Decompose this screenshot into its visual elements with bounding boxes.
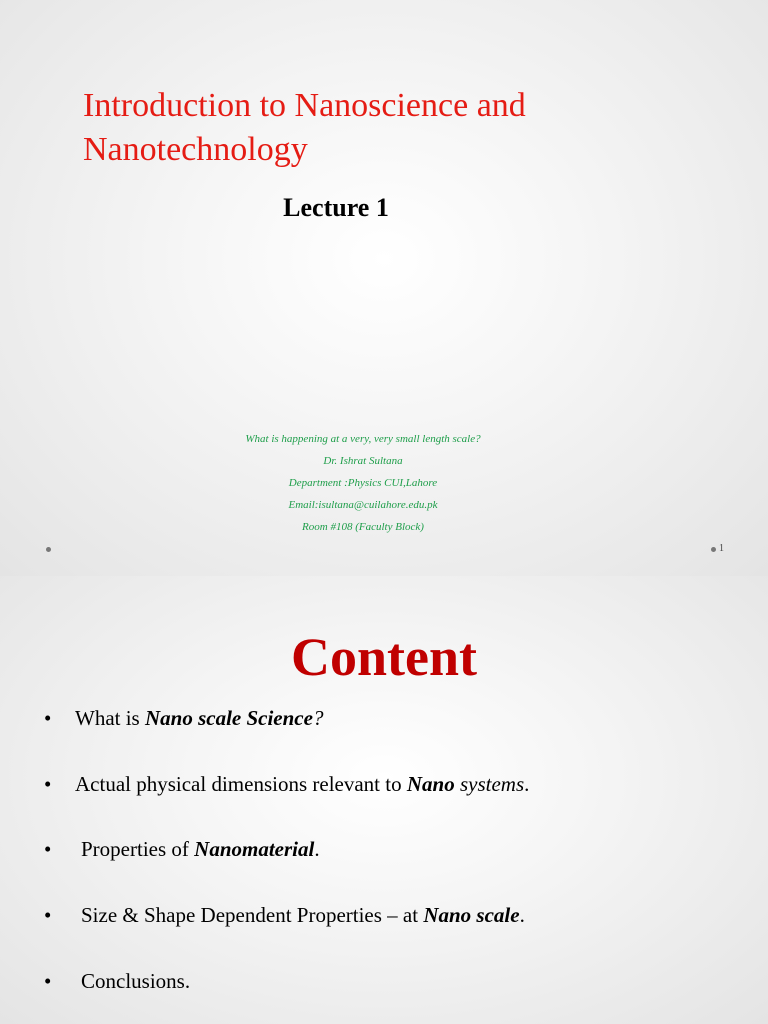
info-department: Department :Physics CUI,Lahore xyxy=(288,477,438,489)
lecture-subtitle: Lecture 1 xyxy=(283,193,389,222)
bullet-icon: • xyxy=(44,837,52,861)
info-tagline: What is happening at a very, very small length scale? xyxy=(245,433,481,445)
info-room: Room #108 (Faculty Block) xyxy=(302,521,424,533)
text-run: . xyxy=(519,903,525,927)
text-run: . xyxy=(524,772,530,796)
bullet-icon: • xyxy=(44,772,52,796)
text-run: Nano scale xyxy=(423,903,520,927)
text-run: . xyxy=(314,837,320,861)
text-run: Nano xyxy=(406,772,455,796)
text-run: Actual physical dimensions relevant to xyxy=(75,772,407,796)
content-item-text xyxy=(81,903,525,928)
bullet-icon: • xyxy=(44,903,52,927)
text-run: Nano scale Science xyxy=(144,706,313,730)
content-item-text xyxy=(81,969,190,994)
slide-title: Introduction to Nanoscience and Nanotechnology xyxy=(83,87,526,168)
text-run: Size & Shape Dependent Properties – at xyxy=(81,903,424,927)
text-run: systems xyxy=(454,772,525,796)
footer-dot-icon xyxy=(46,547,51,552)
bullet-icon: • xyxy=(44,969,52,993)
bullet-icon: • xyxy=(44,706,52,730)
slide-2 xyxy=(0,576,768,1024)
text-run: What is xyxy=(75,706,145,730)
content-item-text xyxy=(75,772,529,797)
info-email: Email:isultana@cuilahore.edu.pk xyxy=(288,499,438,511)
text-run: Nanomaterial xyxy=(194,837,315,861)
footer-dot-icon xyxy=(711,547,716,552)
content-item-text xyxy=(75,706,323,731)
text-run: ? xyxy=(312,706,324,730)
content-item-text xyxy=(81,837,320,862)
content-title: Content xyxy=(291,627,477,687)
page-number: 1 xyxy=(719,543,724,554)
text-run: Conclusions. xyxy=(81,969,191,993)
author-info xyxy=(0,428,726,538)
info-author: Dr. Ishrat Sultana xyxy=(323,455,403,467)
text-run: Properties of xyxy=(81,837,195,861)
